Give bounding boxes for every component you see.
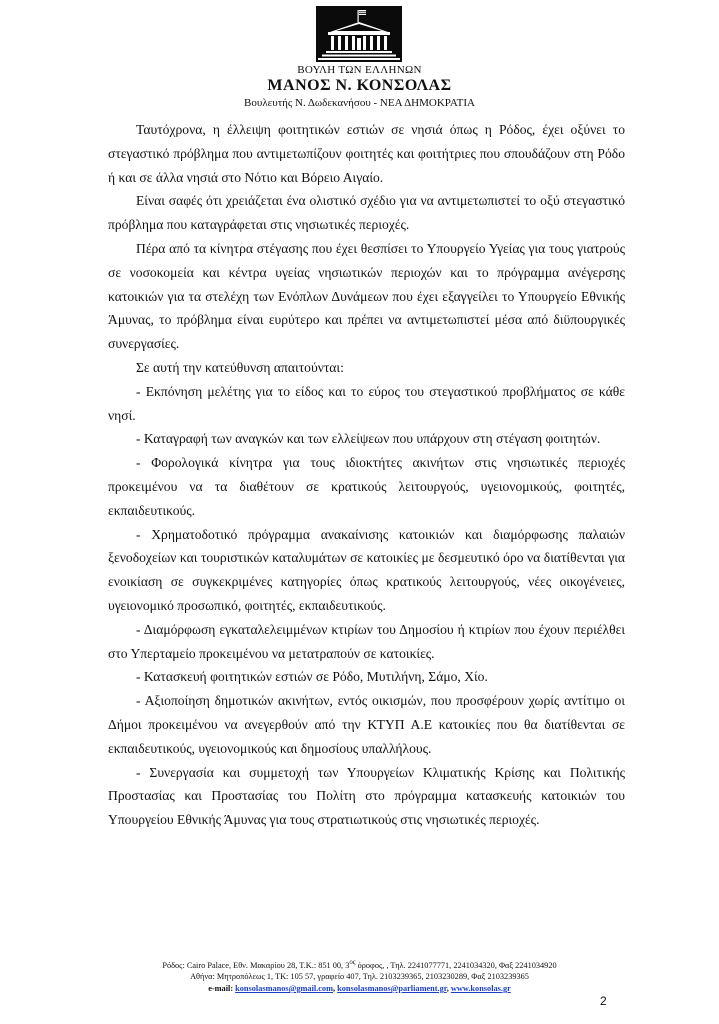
mp-role: Βουλευτής Ν. Δωδεκανήσου - ΝΕΑ ΔΗΜΟΚΡΑΤΙΑ (244, 97, 475, 109)
floor-superscript: ος (349, 959, 356, 966)
page-number: 2 (600, 994, 607, 1008)
footer-rhodes-text: Ρόδος: Cairo Palace, Εθν. Μακαρίου 28, Τ.Κ.: 851 00, 3 (162, 960, 350, 970)
footer-athens-address: Αθήνα: Μητροπόλεως 1, ΤΚ: 105 57, γραφείο 407, Τηλ. 2103239365, 2103230289, Φαξ 2103239365 (190, 972, 529, 982)
email-link-gmail[interactable]: konsolasmanos@gmail.com (235, 983, 333, 993)
email-link-parliament[interactable]: konsolasmanos@parliament.gr (337, 983, 447, 993)
footer (0, 957, 719, 995)
list-item: - Κατασκευή φοιτητικών εστιών σε Ρόδο, Μυτιλήνη, Σάμο, Χίο. (136, 669, 488, 685)
list-item: - Διαμόρφωση εγκαταλελειμμένων κτιρίων του Δημοσίου ή κτιρίων που έχουν περιέλθει στο Υπερταμείο προκειμένου να μετατραπούν σε κατοικίες. (108, 621, 625, 661)
paragraph: Πέρα από τα κίνητρα στέγασης που έχει θεσπίσει το Υπουργείο Υγείας για τους γιατρούς σε νοσοκομεία και κέντρα υγείας νησιωτικών περιοχών και το πρόγραμμα ανέγερσης κατοικιών για τα στελέχη των Ενόπλων Δυνάμεων που έχει εξαγγείλει το Υπουργείο Εθνικής Άμυνας, το πρόβλημα είναι ευρύτερο και πρέπει να αντιμετωπιστεί μέσα από διϋπουργικές συνεργασίες. (108, 240, 625, 352)
mp-name: ΜΑΝΟΣ Ν. ΚΟΝΣΟΛΑΣ (267, 77, 452, 94)
list-item: - Συνεργασία και συμμετοχή των Υπουργείων Κλιματικής Κρίσης και Πολιτικής Προστασίας και Προστασίας του Πολίτη στο πρόγραμμα κατασκευής κατοικιών του Υπουργείου Εθνικής Άμυνας για τους στρατιωτικούς στις νησιωτικές περιοχές. (108, 764, 625, 828)
paragraph: Σε αυτή την κατεύθυνση απαιτούνται: (136, 359, 344, 375)
website-link[interactable]: www.konsolas.gr (450, 983, 511, 993)
footer-contact-row (0, 983, 719, 995)
list-item: - Φορολογικά κίνητρα για τους ιδιοκτήτες ακινήτων στις νησιωτικές περιοχές προκειμένου να τα διαθέτουν σε κρατικούς λειτουργούς, υγειονομικούς, φοιτητές, εκπαιδευτικούς. (108, 455, 625, 518)
paragraph: Είναι σαφές ότι χρειάζεται ένα ολιστικό σχέδιο για να αντιμετωπιστεί το οξύ στεγαστικό πρόβλημα που καταγράφεται στις νησιωτικές περιοχές. (108, 193, 625, 233)
paragraph: Ταυτόχρονα, η έλλειψη φοιτητικών εστιών σε νησιά όπως η Ρόδος, έχει οξύνει το στεγαστικό πρόβλημα που αντιμετωπίζουν φοιτητές και φοιτήτριες που σπουδάζουν στη Ρόδο ή και σε άλλα νησιά στο Νότιο και Βόρειο Αιγαίο. (108, 122, 625, 185)
institution-name: ΒΟΥΛΗ ΤΩΝ ΕΛΛΗΝΩΝ (297, 64, 422, 76)
document-body (108, 118, 625, 832)
separator: , (446, 983, 451, 993)
list-item: - Εκπόνηση μελέτης για το είδος και το εύρος του στεγαστικού προβλήματος σε κάθε νησί. (108, 383, 625, 423)
list-item: - Καταγραφή των αναγκών και των ελλείψεων που υπάρχουν στη στέγαση φοιτητών. (136, 431, 601, 447)
separator: , (333, 983, 338, 993)
footer-rhodes-phones: όροφος, , Τηλ. 2241077771, 2241034320, Φαξ 2241034920 (355, 960, 557, 970)
footer-rhodes-address (0, 957, 719, 971)
email-label: e-mail: (208, 983, 236, 993)
parliament-building-icon (316, 6, 402, 62)
list-item: - Αξιοποίηση δημοτικών ακινήτων, εντός οικισμών, που προσφέρουν χωρίς αντίτιμο οι Δήμοι προκειμένου να ανεγερθούν από την ΚΤΥΠ Α.Ε κατοικίες που θα διατίθενται σε εκπαιδευτικούς, υγειονομικούς και δημοσίους υπαλλήλους. (108, 693, 625, 756)
list-item: - Χρηματοδοτικό πρόγραμμα ανακαίνισης κατοικιών και διαμόρφωσης παλαιών ξενοδοχείων και τουριστικών καταλυμάτων σε κατοικίες με δεσμευτικό όρο να διατίθενται για ενοικίαση σε συγκεκριμένες κατηγορίες όπως κρατικούς λειτουργούς, νέες οικογένειες, υγειονομικό προσωπικό, φοιτητές, εκπαιδευτικούς. (108, 526, 625, 613)
